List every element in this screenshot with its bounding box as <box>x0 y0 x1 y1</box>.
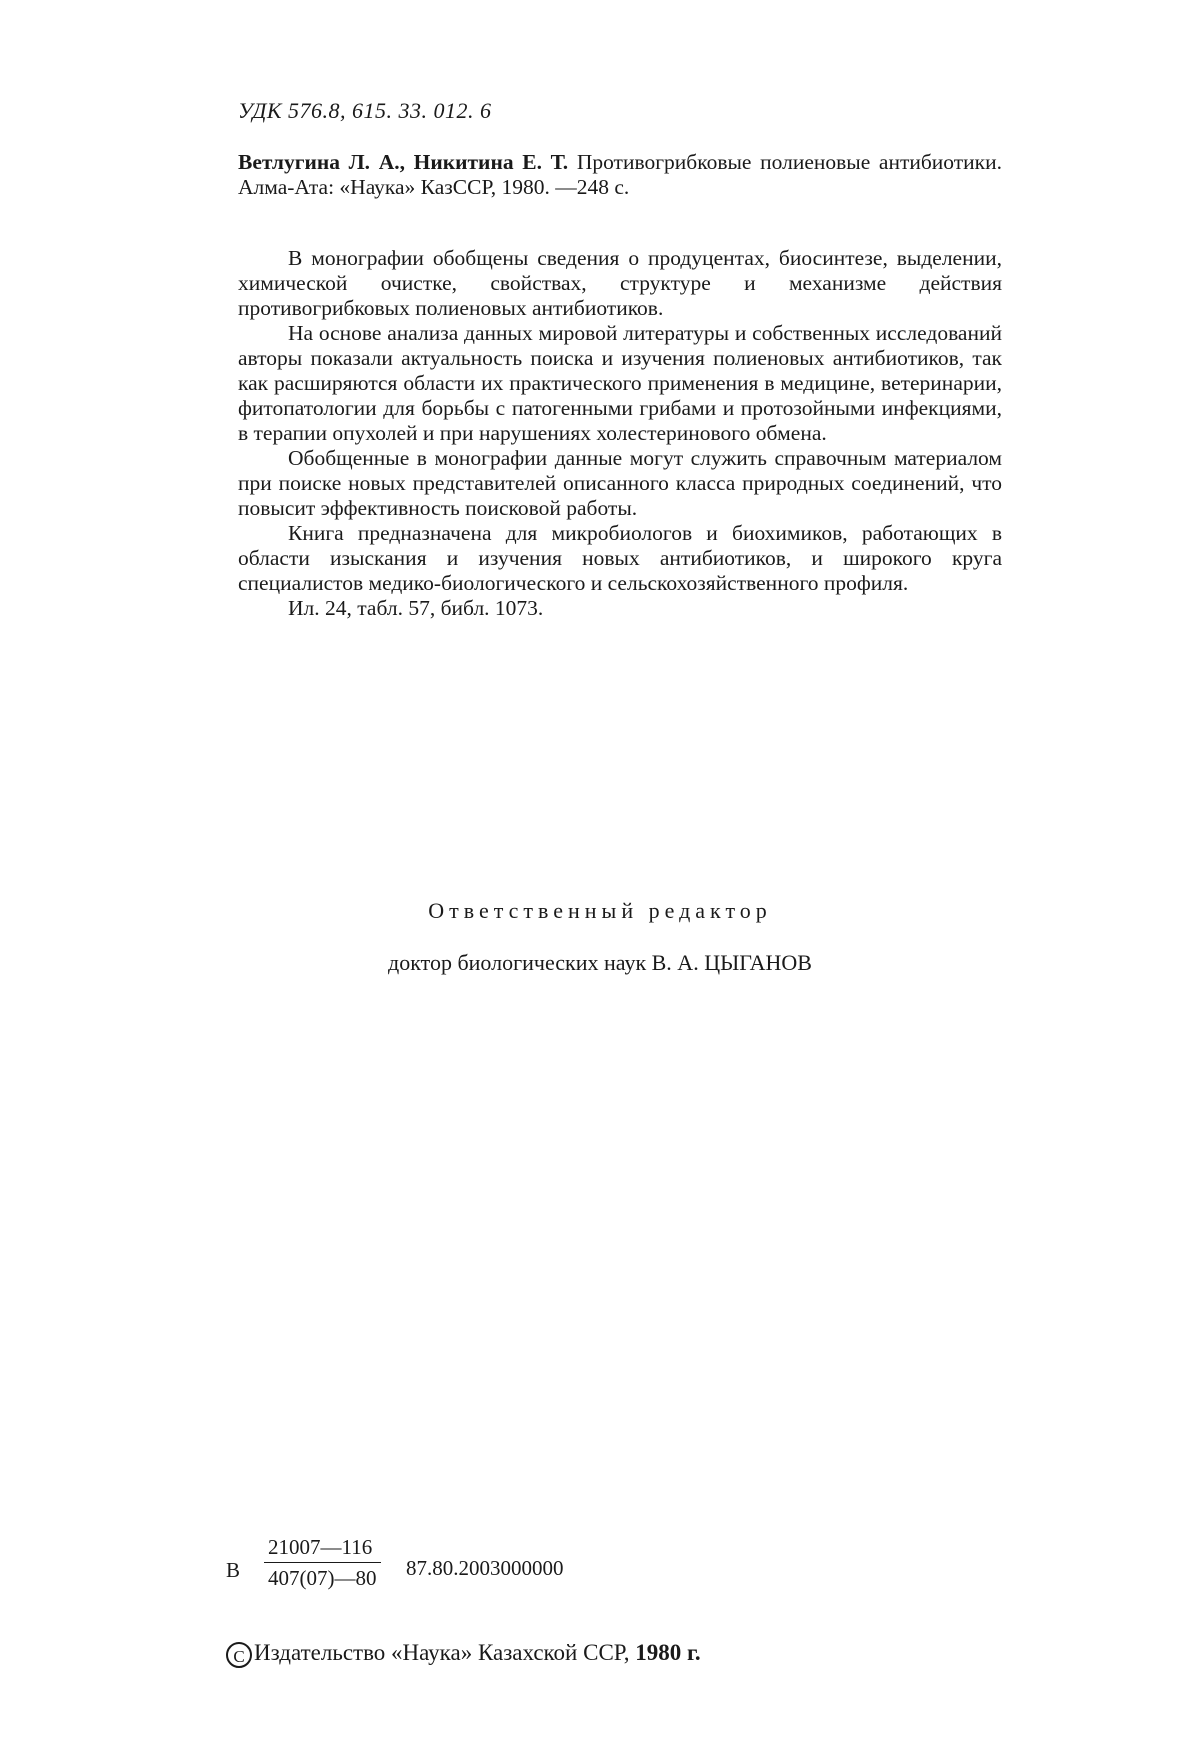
publication-code <box>226 1534 726 1604</box>
editor-heading: Ответственный редактор <box>428 898 772 923</box>
abstract-stats: Ил. 24, табл. 57, библ. 1073. <box>288 596 544 620</box>
bibliographic-entry <box>238 150 1002 200</box>
copyright-icon: C <box>226 1642 252 1668</box>
publication-code-numerator: 21007—116 <box>268 1535 373 1559</box>
publication-code-letter: В <box>226 1558 241 1582</box>
udc-code: УДК 576.8, 615. 33. 012. 6 <box>238 98 492 123</box>
bibliographic-authors: Ветлугина Л. А., Никитина Е. Т. <box>238 150 569 174</box>
abstract-paragraph: Книга предназначена для микробиологов и биохимиков, работающих в области изыскания и изучения новых антибиотиков, и широкого круга специалистов медико-биологического и сельскохозяйственного профиля. <box>238 521 1002 595</box>
publication-code-denominator: 407(07)—80 <box>268 1566 377 1590</box>
abstract <box>238 246 1002 621</box>
editor-name: доктор биологических наук В. А. ЦЫГАНОВ <box>388 950 812 975</box>
publication-code-fraction <box>264 1534 381 1591</box>
copyright-publisher: Издательство «Наука» Казахской ССР, <box>254 1640 630 1665</box>
abstract-paragraph: На основе анализа данных мировой литературы и собственных исследований авторы показали актуальность поиска и изучения полиеновых антибиотиков, так как расширяются области их практического применения в медицине, ветеринарии, фитопатологии для борьбы с патогенными грибами и протозойными инфекциями, в терапии опухолей и при нарушениях холестеринового обмена. <box>238 321 1002 445</box>
abstract-paragraph: В монографии обобщены сведения о продуцентах, биосинтезе, выделении, химической очистке, свойствах, структуре и механизме действия противогрибковых полиеновых антибиотиков. <box>238 246 1002 320</box>
fraction-bar <box>264 1562 381 1563</box>
abstract-paragraph: Обобщенные в монографии данные могут служить справочным материалом при поиске новых представителей описанного класса природных соединений, что повысит эффективность поисковой работы. <box>238 446 1002 520</box>
bibliographic-description: Противогрибковые полиеновые антибиотики. Алма-Ата: «Наука» КазССР, 1980. —248 с. <box>238 150 1002 199</box>
publication-code-number: 87.80.2003000000 <box>406 1556 564 1580</box>
copyright-year: 1980 г. <box>635 1640 701 1665</box>
copyright-line <box>226 1640 701 1668</box>
